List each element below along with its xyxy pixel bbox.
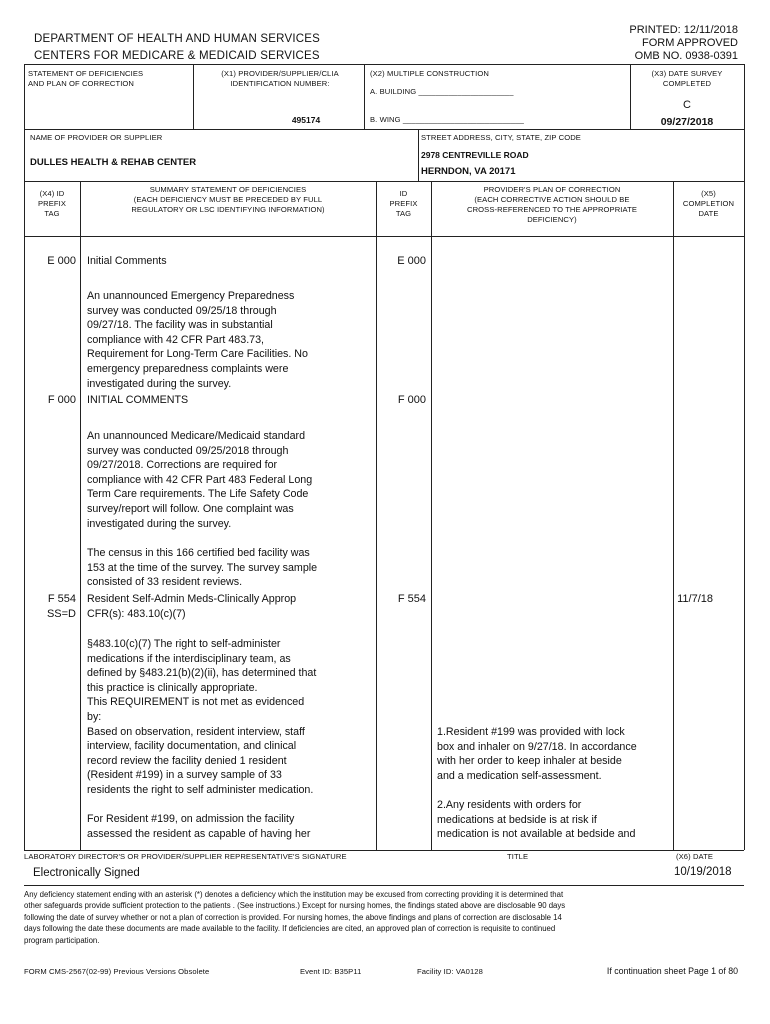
col-summary-header: SUMMARY STATEMENT OF DEFICIENCIES (EACH DEFICIENCY MUST BE PRECEDED BY FULL REGULATORY OR LSC IDENTIFYING INFORMATION) — [131, 185, 325, 214]
building-field: A. BUILDING ______________________ — [370, 87, 514, 96]
f554-body: §483.10(c)(7) The right to self-administer medications if the interdisciplinary team, as defined by §483.21(b)(2)(ii), has determined that this practice is clinically appropriate. This REQUIREMENT is not met as evidenced by: Based on observation, resident interview, staff interview, facility documentation, and clinical record review the facility denied 1 resident (Resident #199) in a survey sample of 33 residents the right to self administer medication. — [87, 638, 317, 796]
f000-tag: F 000 — [47, 394, 76, 406]
city-state-zip: HERNDON, VA 20171 — [421, 166, 516, 177]
department-title: DEPARTMENT OF HEALTH AND HUMAN SERVICES — [34, 33, 320, 45]
f000-title: INITIAL COMMENTS — [87, 394, 189, 406]
x3-c: C — [683, 99, 691, 111]
plan-item-2: 2.Any residents with orders for medications at bedside is at risk if medication is not available at bedside and — [437, 799, 636, 841]
signature-label: LABORATORY DIRECTOR'S OR PROVIDER/SUPPLIER REPRESENTATIVE'S SIGNATURE — [24, 852, 347, 861]
printed-date: PRINTED: 12/11/2018 — [629, 24, 738, 36]
signature-date: 10/19/2018 — [674, 866, 732, 878]
footer-event-id: Event ID: B35P11 — [300, 967, 362, 976]
f554-ss: SS=D — [46, 608, 76, 620]
street-address: 2978 CENTREVILLE ROAD — [421, 150, 529, 160]
col-x5-header: (X5) COMPLETION DATE — [682, 189, 735, 218]
col-plan-header: PROVIDER'S PLAN OF CORRECTION (EACH CORRECTIVE ACTION SHOULD BE CROSS-REFERENCED TO THE APPROPRIATE DEFICIENCY) — [466, 185, 638, 224]
x2-label: (X2) MULTIPLE CONSTRUCTION — [370, 69, 489, 78]
date-label: (X6) DATE — [676, 852, 714, 861]
f000-id: F 000 — [397, 394, 426, 406]
footer-continuation: If continuation sheet Page 1 of 80 — [606, 966, 738, 976]
f554-tag: F 554 — [47, 593, 76, 605]
col-id-header: ID PREFIX TAG — [389, 189, 418, 218]
x1-value: 495174 — [291, 115, 321, 125]
wing-field: B. WING ____________________________ — [370, 115, 524, 124]
e000-tag: E 000 — [47, 255, 76, 267]
form-approved: FORM APPROVED — [642, 37, 738, 49]
col-x4-header: (X4) ID PREFIX TAG — [37, 189, 67, 218]
x3-date: 09/27/2018 — [660, 116, 714, 128]
f000-body: An unannounced Medicare/Medicaid standard survey was conducted 09/25/2018 through 09/27/2018. Corrections are required for compliance with 42 CFR Part 483 Federal Long Term Care requirements. The Life Safety Code survey/report will follow. One complaint was investigated during the survey. — [87, 430, 313, 530]
address-label: STREET ADDRESS, CITY, STATE, ZIP CODE — [421, 133, 581, 142]
omb-number: OMB NO. 0938-0391 — [634, 50, 738, 62]
f554-body-continued: For Resident #199, on admission the facility assessed the resident as capable of having her — [87, 813, 311, 840]
f554-completion-date: 11/7/18 — [677, 593, 713, 605]
f554-id: F 554 — [397, 593, 426, 605]
provider-name-label: NAME OF PROVIDER OR SUPPLIER — [30, 133, 163, 142]
disclaimer: Any deficiency statement ending with an asterisk (*) denotes a deficiency which the institution may be excused from correcting providing it is determined that other safeguards provide sufficient protection to the patients . (See instructions.) Except for nursing homes, the findings stated above are disclosable 90 days following the date of survey whether or not a plan of correction is provided. For nursing homes, the above findings and plans of correction are disclosable 14 days following the date these documents are made available to the facility. If deficiencies are cited, an approved plan of correction is requisite to continued program participation. — [24, 890, 566, 945]
x3-label: (X3) DATE SURVEY COMPLETED — [651, 69, 723, 88]
census-body: The census in this 166 certified bed facility was 153 at the time of the survey. The survey sample consisted of 33 resident reviews. — [87, 547, 318, 589]
f554-title: Resident Self-Admin Meds-Clinically Approp CFR(s): 483.10(c)(7) — [87, 593, 297, 620]
x1-label: (X1) PROVIDER/SUPPLIER/CLIA IDENTIFICATION NUMBER: — [221, 69, 339, 88]
e000-title: Initial Comments — [87, 255, 167, 267]
footer-form: FORM CMS-2567(02-99) Previous Versions Obsolete — [24, 967, 210, 976]
plan-item-1: 1.Resident #199 was provided with lock box and inhaler on 9/27/18. In accordance with her order to keep inhaler at beside and a medication self-assessment. — [437, 726, 637, 782]
centers-title: CENTERS FOR MEDICARE & MEDICAID SERVICES — [34, 50, 320, 62]
title-label: TITLE — [507, 852, 529, 861]
statement-label: STATEMENT OF DEFICIENCIES AND PLAN OF CORRECTION — [28, 69, 144, 88]
signature-value: Electronically Signed — [33, 867, 140, 879]
provider-name: DULLES HEALTH & REHAB CENTER — [30, 157, 197, 168]
footer-facility-id: Facility ID: VA0128 — [417, 967, 483, 976]
e000-body: An unannounced Emergency Preparedness survey was conducted 09/25/18 through 09/27/18. The facility was in substantial compliance with 42 CFR Part 483.73, Requirement for Long-Term Care Facilities. No emergency preparedness complaints were investigated during the survey. — [87, 290, 308, 390]
e000-id: E 000 — [397, 255, 426, 267]
